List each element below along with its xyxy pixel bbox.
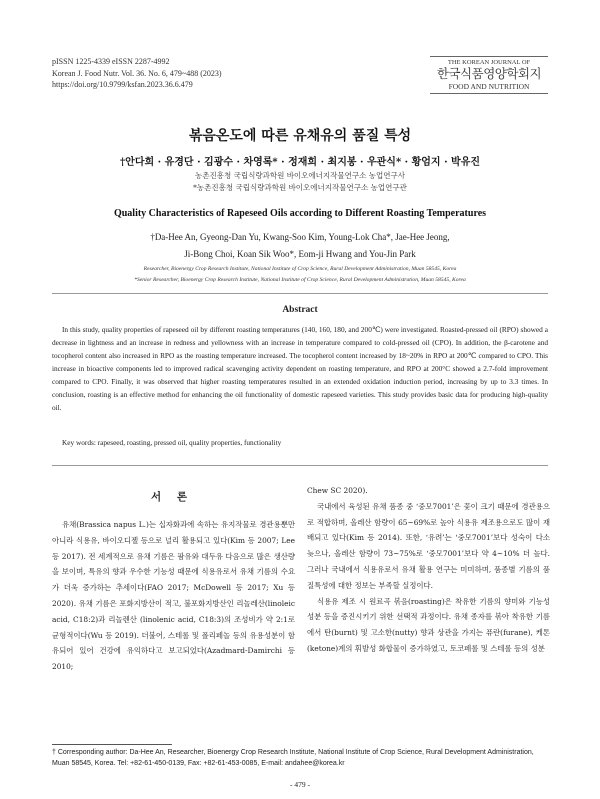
doi-link[interactable]: https://doi.org/10.9799/ksfan.2023.36.6.479 bbox=[52, 80, 193, 89]
journal-name-en-bottom: FOOD AND NUTRITION bbox=[430, 82, 548, 94]
body-column-right bbox=[307, 483, 550, 657]
paragraph: Chew SC 2020). bbox=[307, 486, 368, 495]
keywords: Key words: rapeseed, roasting, pressed oil, quality properties, functionality bbox=[62, 438, 282, 447]
footnote-divider bbox=[52, 744, 172, 745]
affiliation-english-2: *Senior Researcher, Bioenergy Crop Research Institute, National Institute of Crop Science, Rural Development Administration, Muan 58545, Korea bbox=[134, 277, 466, 283]
issn: pISSN 1225-4339 eISSN 2287-4992 bbox=[52, 57, 170, 66]
abstract-heading: Abstract bbox=[282, 305, 318, 315]
affiliation-korean-1: 농촌진흥청 국립식량과학원 바이오에너지작물연구소 농업연구사 bbox=[194, 171, 405, 180]
affiliation-korean-2: *농촌진흥청 국립식량과학원 바이오에너지작물연구소 농업연구관 bbox=[193, 183, 407, 192]
divider bbox=[52, 293, 548, 294]
paragraph: 식용유 제조 시 원료곡 볶음(roasting)은 착유한 기름의 향미와 기능성 성분 등을 증진시키기 위한 선택적 과정이다. 유채 종자를 볶아 착유한 기름에서 탄(burnt) 및 고소한(nutty) 향과 상관을 가지는 퓨란(furane), 케톤(ketone)계의 휘발성 화합물이 증가하였고, 토코페롤 및 스테롤 등의 성분 bbox=[307, 596, 550, 653]
authors-english-line-2: Ji-Bong Choi, Koan Sik Woo*, Eom-ji Hwang and You-Jin Park bbox=[184, 249, 416, 259]
page-number: - 479 - bbox=[290, 780, 310, 789]
abstract-text: In this study, quality properties of rapeseed oil by different roasting temperatures (140, 160, 180, and 200℃) were investigated. Roasted-pressed oil (RPO) showed a decrease in lightness and an increase in redness and yellowness with an increase in temperature compared to cold-pressed oil (CPO). In addition, the β-carotene and tocopherol content also increased in RPO as the roasting temperature increased. The tocopherol content increased by 18~20% in RPO at 200℃ compared to CPO. This increase in bioactive components led to improved radical scavenging activity dependent on roasting temperature, and RPO at 200°C showed a 2.7-fold improvement compared to CPO. Finally, it was observed that higher roasting temperatures resulted in an extended oxidation induction period, increasing by up to 3.3 times. In conclusion, roasting is an effective method for enhancing the oil functionality of domestic rapeseed varieties. This study provides basic data for producing high-quality oil. bbox=[52, 325, 548, 412]
title-english: Quality Characteristics of Rapeseed Oils according to Different Roasting Temperatures bbox=[113, 208, 487, 219]
citation: Korean J. Food Nutr. Vol. 36. No. 6, 479~488 (2023) bbox=[52, 68, 222, 78]
title-korean: 볶음온도에 따른 유채유의 품질 특성 bbox=[188, 128, 412, 144]
journal-logo bbox=[430, 56, 548, 94]
section-heading-introduction: 서 론 bbox=[151, 491, 193, 503]
affiliation-english-1: Researcher, Bioenergy Crop Research Institute, National Institute of Crop Science, Rural Development Administration, Muan 58545, Korea bbox=[143, 266, 457, 272]
journal-info bbox=[52, 56, 222, 91]
journal-name-en-top: THE KOREAN JOURNAL OF bbox=[430, 56, 548, 66]
paragraph: 국내에서 육성된 유채 품종 중 ‘중모7001’은 꽃이 크기 때문에 경관용으로 적합하며, 올레산 함량이 65~69%로 높아 식용유 제조용으로도 많이 재배되고 있다(Kim 등 2014). 또한, ‘유려’는 ‘중모7001’보다 성숙이 다소 늦으나, 올레산 함량이 73~75%로 ‘중모7001’보다 약 4~10% 더 높다. 그러나 국내에서 식용유로서 유채 활용 연구는 미미하며, 품종별 기름의 품질특성에 대한 정보는 부족할 실정이다. bbox=[307, 501, 550, 590]
authors-korean: †안다희 · 유경단 · 김광수 · 차영록* · 정재희 · 최지봉 · 우관식* · 황엄지 · 박유진 bbox=[119, 157, 481, 168]
journal-name-ko: 한국식품영양학회지 bbox=[436, 66, 542, 81]
paragraph: 유채(Brassica napus L.)는 십자화과에 속하는 유지작물로 경관용뿐만 아니라 식용유, 바이오디젤 등으로 널리 활용되고 있다(Kim 등 2007; Lee 등 2017). 전 세계적으로 유채 기름은 팜유와 대두유 다음으로 많은 생산량을 보이며, 특유의 향과 우수한 기능성 때문에 식용유로서 유채 기름의 수요가 더욱 증가하는 추세이다(FAO 2017; McDowell 등 2017; Xu 등 2020). 유채 기름은 포화지방산이 적고, 불포화지방산인 리놀레산(linoleic acid, C18:2)과 리놀렌산 (linolenic acid, C18:3)의 조성비가 약 2:1로 균형적이다(Wu 등 2019). 더불어, 스테롤 및 폴리페놀 등의 유용성분이 함유되어 있어 건강에 유익하다고 보고되었다(Azadmard-Damirchi 등 2010; bbox=[52, 520, 295, 672]
body-column-left bbox=[52, 517, 295, 675]
corresponding-author-footnote: † Corresponding author: Da-Hee An, Researcher, Bioenergy Crop Research Institute, National Institute of Crop Science, Rural Development Administration, Muan 58545, Korea. Tel: +82-61-450-0139, Fax: +82-61-453-0085, E-mail: andahee@korea.kr bbox=[52, 749, 534, 767]
divider bbox=[52, 465, 548, 466]
authors-english-line-1: †Da-Hee An, Gyeong-Dan Yu, Kwang-Soo Kim, Young-Lok Cha*, Jae-Hee Jeong, bbox=[150, 232, 450, 242]
